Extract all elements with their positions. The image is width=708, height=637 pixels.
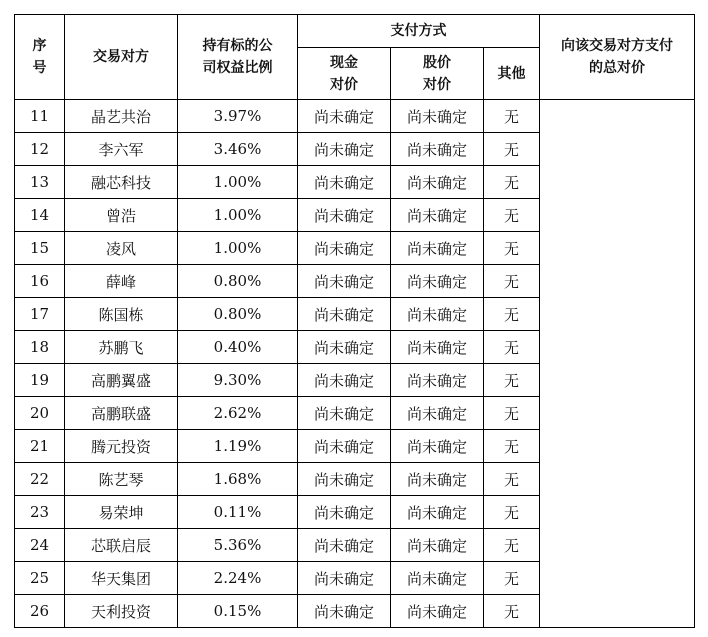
cell-cash: 尚未确定: [298, 562, 391, 595]
cell-ratio: 0.15%: [178, 595, 298, 628]
cell-other: 无: [484, 100, 540, 133]
cell-cash: 尚未确定: [298, 331, 391, 364]
cell-party: 薛峰: [65, 265, 178, 298]
cell-ratio: 0.11%: [178, 496, 298, 529]
cell-cash: 尚未确定: [298, 397, 391, 430]
cell-stock: 尚未确定: [391, 463, 484, 496]
header-cash-line2: 对价: [330, 76, 358, 93]
cell-seq: 17: [15, 298, 65, 331]
cell-stock: 尚未确定: [391, 331, 484, 364]
cell-party: 芯联启辰: [65, 529, 178, 562]
cell-seq: 21: [15, 430, 65, 463]
header-stock-line1: 股价: [423, 54, 451, 71]
cell-seq: 23: [15, 496, 65, 529]
table-header: [15, 15, 695, 100]
header-cash-line1: 现金: [330, 54, 358, 71]
cell-seq: 24: [15, 529, 65, 562]
cell-stock: 尚未确定: [391, 298, 484, 331]
cell-party: 腾元投资: [65, 430, 178, 463]
table-body: [15, 100, 695, 628]
counterparty-payment-table: [14, 14, 695, 628]
cell-cash: 尚未确定: [298, 430, 391, 463]
cell-other: 无: [484, 463, 540, 496]
cell-ratio: 1.19%: [178, 430, 298, 463]
cell-ratio: 0.40%: [178, 331, 298, 364]
cell-ratio: 3.46%: [178, 133, 298, 166]
cell-seq: 12: [15, 133, 65, 166]
cell-party: 李六军: [65, 133, 178, 166]
cell-total-merged: [540, 100, 695, 628]
cell-party: 高鹏翼盛: [65, 364, 178, 397]
cell-cash: 尚未确定: [298, 166, 391, 199]
header-other: 其他: [484, 48, 540, 100]
cell-party: 融芯科技: [65, 166, 178, 199]
cell-seq: 25: [15, 562, 65, 595]
cell-stock: 尚未确定: [391, 232, 484, 265]
cell-stock: 尚未确定: [391, 166, 484, 199]
cell-cash: 尚未确定: [298, 232, 391, 265]
cell-cash: 尚未确定: [298, 199, 391, 232]
cell-seq: 15: [15, 232, 65, 265]
header-total-line1: 向该交易对方支付: [561, 38, 673, 54]
cell-ratio: 1.00%: [178, 166, 298, 199]
cell-party: 陈国栋: [65, 298, 178, 331]
cell-cash: 尚未确定: [298, 496, 391, 529]
cell-other: 无: [484, 397, 540, 430]
cell-seq: 26: [15, 595, 65, 628]
cell-seq: 22: [15, 463, 65, 496]
cell-stock: 尚未确定: [391, 199, 484, 232]
cell-party: 陈艺琴: [65, 463, 178, 496]
cell-ratio: 1.00%: [178, 199, 298, 232]
cell-cash: 尚未确定: [298, 265, 391, 298]
cell-ratio: 2.62%: [178, 397, 298, 430]
cell-ratio: 9.30%: [178, 364, 298, 397]
cell-stock: 尚未确定: [391, 397, 484, 430]
header-ratio-line1: 持有标的公: [202, 38, 273, 54]
cell-other: 无: [484, 298, 540, 331]
header-seq: [15, 15, 65, 100]
cell-cash: 尚未确定: [298, 463, 391, 496]
cell-ratio: 1.00%: [178, 232, 298, 265]
cell-ratio: 0.80%: [178, 298, 298, 331]
cell-cash: 尚未确定: [298, 364, 391, 397]
cell-other: 无: [484, 232, 540, 265]
cell-stock: 尚未确定: [391, 496, 484, 529]
cell-cash: 尚未确定: [298, 529, 391, 562]
header-stock-line2: 对价: [423, 76, 451, 93]
header-ratio: [178, 15, 298, 100]
cell-stock: 尚未确定: [391, 595, 484, 628]
header-ratio-line2: 司权益比例: [202, 60, 273, 76]
header-payment-method: 支付方式: [298, 15, 540, 48]
cell-seq: 20: [15, 397, 65, 430]
cell-stock: 尚未确定: [391, 529, 484, 562]
header-seq-line2: 号: [32, 60, 47, 76]
header-party: 交易对方: [65, 15, 178, 100]
cell-seq: 16: [15, 265, 65, 298]
cell-seq: 13: [15, 166, 65, 199]
cell-seq: 14: [15, 199, 65, 232]
header-total: [540, 15, 695, 100]
cell-other: 无: [484, 496, 540, 529]
table-row: [15, 100, 695, 133]
cell-ratio: 3.97%: [178, 100, 298, 133]
cell-party: 曾浩: [65, 199, 178, 232]
cell-ratio: 1.68%: [178, 463, 298, 496]
cell-ratio: 5.36%: [178, 529, 298, 562]
header-stock: [391, 48, 484, 100]
cell-party: 苏鹏飞: [65, 331, 178, 364]
header-row-1: [15, 15, 695, 48]
cell-seq: 11: [15, 100, 65, 133]
cell-other: 无: [484, 562, 540, 595]
header-total-line2: 的总对价: [589, 60, 645, 76]
cell-ratio: 0.80%: [178, 265, 298, 298]
cell-cash: 尚未确定: [298, 133, 391, 166]
cell-stock: 尚未确定: [391, 364, 484, 397]
header-seq-line1: 序: [32, 38, 47, 54]
cell-other: 无: [484, 133, 540, 166]
cell-party: 凌风: [65, 232, 178, 265]
cell-stock: 尚未确定: [391, 265, 484, 298]
cell-party: 高鹏联盛: [65, 397, 178, 430]
cell-cash: 尚未确定: [298, 100, 391, 133]
cell-other: 无: [484, 364, 540, 397]
cell-seq: 18: [15, 331, 65, 364]
cell-party: 晶艺共治: [65, 100, 178, 133]
header-cash: [298, 48, 391, 100]
cell-other: 无: [484, 529, 540, 562]
cell-other: 无: [484, 166, 540, 199]
cell-seq: 19: [15, 364, 65, 397]
cell-stock: 尚未确定: [391, 133, 484, 166]
cell-other: 无: [484, 199, 540, 232]
cell-cash: 尚未确定: [298, 298, 391, 331]
cell-other: 无: [484, 331, 540, 364]
cell-other: 无: [484, 430, 540, 463]
cell-other: 无: [484, 595, 540, 628]
cell-stock: 尚未确定: [391, 562, 484, 595]
cell-party: 易荣坤: [65, 496, 178, 529]
cell-party: 天利投资: [65, 595, 178, 628]
cell-stock: 尚未确定: [391, 100, 484, 133]
cell-stock: 尚未确定: [391, 430, 484, 463]
cell-ratio: 2.24%: [178, 562, 298, 595]
cell-cash: 尚未确定: [298, 595, 391, 628]
cell-other: 无: [484, 265, 540, 298]
cell-party: 华天集团: [65, 562, 178, 595]
